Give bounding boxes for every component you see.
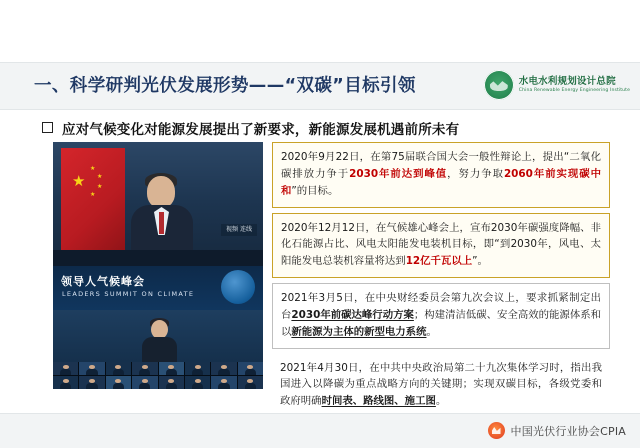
statement-segment: 2030年前达到峰值: [349, 167, 448, 180]
participant-thumbnail: [132, 362, 157, 375]
participant-thumbnail: [238, 376, 263, 389]
china-flag-icon: [61, 148, 125, 254]
square-bullet-icon: [42, 122, 53, 133]
main-feed-body: [142, 337, 177, 362]
statement-segment: 2021年4月30日，在中共中央政治局第二十九次集体学习时，指出我国进入以降碳为重点战略方向的关键期；实现双碳目标，各级党委和政府明确: [280, 361, 602, 408]
photo-desk-strip: [53, 250, 263, 266]
statement-segment: 2020年12月12日，在气候雄心峰会上，宣布2030年碳强度降幅、非化石能源占比、风电太阳能发电装机目标，即“到2030年，风电、太阳能发电总装机容量将达到: [281, 221, 601, 268]
statement-segment: 。: [435, 395, 447, 408]
photo-top-caption: 视频 连线: [221, 224, 257, 236]
flag-star-small: ★: [97, 183, 103, 190]
statement-box-list: [272, 142, 610, 422]
participant-thumbnail: [159, 362, 184, 375]
statement-segment: “二氧化碳排放力争于: [281, 151, 601, 180]
globe-icon: [221, 270, 255, 304]
statement-segment: ”。: [472, 255, 488, 268]
participant-thumbnail: [132, 376, 157, 389]
speaker-tie: [159, 212, 164, 234]
climate-summit-photo: [53, 142, 263, 389]
slide-footer: [0, 413, 640, 448]
statement-box-box-2020-12: [272, 213, 610, 279]
participant-thumbnail: [159, 376, 184, 389]
statement-segment: 2020年9月22日，在第75届联合国大会一般性辩论上，提出: [281, 151, 564, 163]
page-title: 一、科学研判光伏发展形势——“双碳”目标引领: [34, 76, 416, 96]
participant-thumbnail: [185, 376, 210, 389]
statement-segment: ”的目标。: [291, 184, 339, 197]
statement-segment: 2021年3月5日，在中央财经委员会第九次会议上，要求抓紧制定出台: [281, 292, 601, 321]
participant-thumbnail-grid: [53, 362, 263, 389]
section-heading: [42, 118, 459, 138]
footer-org-label: 中国光伏行业协会CPIA: [510, 424, 626, 438]
statement-box-box-2020-09: [272, 142, 610, 208]
statement-box-box-2021-04: [272, 354, 610, 418]
summit-banner-en: LEADERS SUMMIT ON CLIMATE: [62, 290, 195, 298]
flag-star-small: ★: [90, 165, 96, 172]
statement-segment: ，努力争取: [447, 167, 504, 180]
statement-segment: 时间表、路线图、施工图: [321, 395, 436, 408]
footer-brand: [488, 422, 626, 439]
main-feed-figure: [139, 320, 179, 362]
participant-thumbnail: [53, 362, 78, 375]
photo-video-wall: [53, 310, 263, 389]
photo-top-frame: [53, 142, 263, 266]
participant-thumbnail: [79, 376, 104, 389]
participant-thumbnail: [238, 362, 263, 375]
institute-logo-text: [519, 77, 630, 93]
participant-thumbnail: [106, 376, 131, 389]
statement-segment: 2060年前实现碳中和: [281, 167, 602, 197]
participant-thumbnail: [211, 376, 236, 389]
cpia-logo-icon: [488, 422, 505, 439]
participant-thumbnail: [211, 362, 236, 375]
slide-top-band: [0, 0, 640, 62]
participant-thumbnail: [185, 362, 210, 375]
institute-emblem-icon: [484, 70, 514, 100]
flag-star-small: ★: [97, 173, 103, 180]
statement-box-box-2021-03: [272, 283, 610, 349]
participant-thumbnail: [53, 376, 78, 389]
statement-segment: 2030年前碳达峰行动方案: [291, 308, 414, 321]
statement-segment: ；构建清洁低碳、安全高效的能源体系和以: [281, 308, 602, 338]
institute-name-cn: 水电水利规划设计总院: [518, 75, 616, 87]
flag-star-large: ★: [72, 172, 86, 190]
statement-segment: 12亿千瓦以上: [405, 255, 473, 268]
section-heading-label: 应对气候变化对能源发展提出了新要求，新能源发展机遇前所未有: [62, 122, 460, 138]
summit-banner-cn: 领导人气候峰会: [61, 275, 145, 288]
flag-star-small: ★: [90, 191, 96, 198]
institute-logo: [484, 68, 630, 102]
summit-banner: [53, 266, 263, 310]
statement-segment: 新能源为主体的新型电力系统: [291, 325, 427, 338]
participant-thumbnail: [79, 362, 104, 375]
institute-name-en: China Renewable Energy Engineering Institute: [518, 87, 630, 93]
main-video-feed: [53, 310, 263, 362]
participant-thumbnail: [106, 362, 131, 375]
statement-segment: 。: [426, 325, 437, 338]
speaker-head: [147, 176, 175, 208]
